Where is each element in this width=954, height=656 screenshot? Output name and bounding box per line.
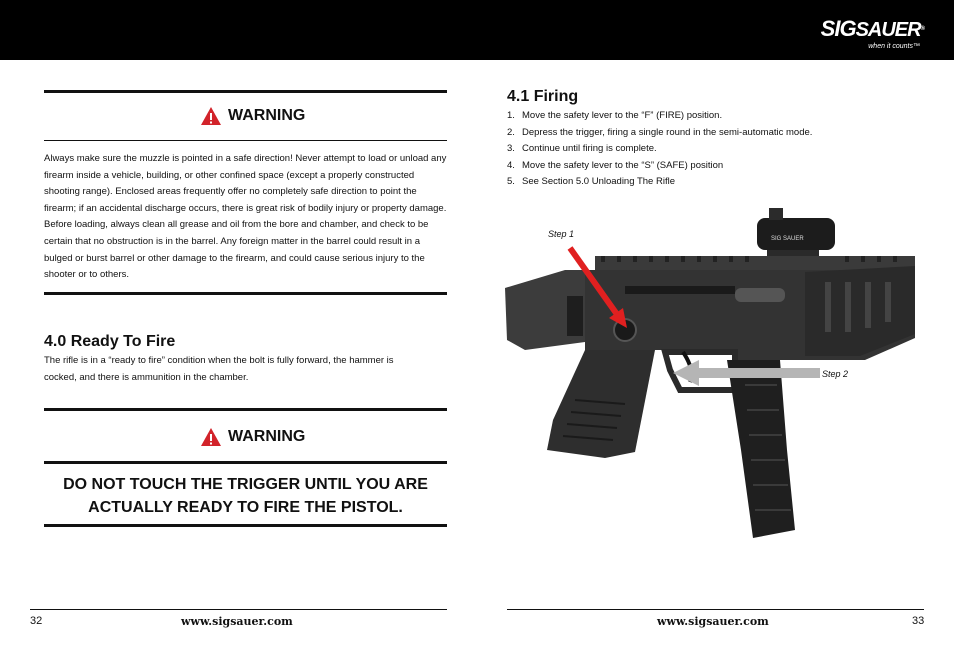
- list-item: [507, 125, 812, 142]
- optic-label: SIG SAUER: [771, 236, 804, 242]
- stock-hinge: [567, 296, 583, 336]
- logo-sig: SIG: [820, 16, 856, 41]
- divider: [44, 140, 447, 141]
- red-dot-sight: [757, 218, 835, 250]
- trigger-warning: [44, 473, 447, 519]
- charging-handle: [735, 288, 785, 302]
- warning-label: WARNING: [228, 107, 306, 124]
- step2-arrow-shaft: [695, 368, 820, 378]
- step-number: 5.: [507, 176, 515, 188]
- firing-steps: [507, 108, 812, 191]
- header-bar: [0, 0, 954, 60]
- warning-heading: [200, 427, 305, 447]
- divider: [44, 524, 447, 527]
- list-item: [507, 108, 812, 125]
- top-rail: [595, 256, 915, 270]
- footer-rule: [507, 609, 924, 610]
- step-text: Continue until firing is complete.: [522, 143, 657, 155]
- divider: [44, 461, 447, 464]
- warning-icon: [200, 106, 222, 126]
- warning-label: WARNING: [228, 428, 306, 445]
- list-item: [507, 158, 812, 175]
- rifle-illustration: [505, 200, 920, 545]
- section-title-firing: 4.1 Firing: [507, 88, 579, 105]
- charging-slot: [625, 286, 735, 294]
- trigger-warning-line: ACTUALLY READY TO FIRE THE PISTOL.: [88, 499, 403, 516]
- optic-turret: [769, 208, 783, 220]
- warning-heading: [200, 106, 305, 126]
- divider: [44, 90, 447, 93]
- step-text: Depress the trigger, firing a single round in the semi-automatic mode.: [522, 126, 813, 138]
- list-item: [507, 141, 812, 158]
- ready-text: The rifle is in a “ready to fire” condition when the bolt is fully forward, the hammer is cocked, and there is ammunition in the chamber.: [44, 355, 394, 383]
- warning-icon: [200, 427, 222, 447]
- step-text: Move the safety lever to the “S” (SAFE) position: [522, 159, 724, 171]
- step1-label: Step 1: [548, 229, 575, 239]
- divider: [44, 292, 447, 295]
- logo-sauer: SAUER: [855, 19, 921, 41]
- logo-wordmark: [821, 18, 924, 41]
- step-number: 2.: [507, 126, 515, 138]
- footer-rule: [30, 609, 447, 610]
- sig-sauer-logo: [820, 16, 924, 54]
- logo-reg: ®: [920, 26, 924, 32]
- step-number: 1.: [507, 110, 515, 121]
- list-item: [507, 174, 812, 191]
- step-number: 4.: [507, 159, 515, 171]
- magazine: [727, 360, 795, 538]
- step-number: 3.: [507, 143, 515, 155]
- page-number: 33: [912, 615, 925, 627]
- step-text: Move the safety lever to the “F” (FIRE) position.: [522, 110, 723, 121]
- logo-tagline: when it counts™: [868, 43, 920, 50]
- footer-url: www.sigsauer.com: [181, 615, 293, 628]
- section-title-ready: 4.0 Ready To Fire: [44, 333, 176, 350]
- footer-url: www.sigsauer.com: [657, 615, 769, 628]
- trigger-warning-line: DO NOT TOUCH THE TRIGGER UNTIL YOU ARE: [63, 476, 428, 493]
- step2-label: Step 2: [822, 369, 849, 379]
- divider: [44, 408, 447, 411]
- step-text: See Section 5.0 Unloading The Rifle: [522, 176, 675, 188]
- page-number: 32: [30, 615, 43, 627]
- warning-text: Always make sure the muzzle is pointed in a safe direction! Never attempt to load or unload any firearm inside a vehicle, building, or other confined space (except a properly constructed shooting range). Enclosed areas frequently offer no completely safe direction to point the firearm; if an accidental discharge occurs, there is great risk of bodily injury or property damage. Before loading, always clean all grease and oil from the bore and chamber, and check to be certain that no obstruction is in the barrel. Any foreign matter in the barrel could result in a bulged or burst barrel or other damage to the firearm, and could cause serious injury to the shooter or to others.: [44, 153, 447, 281]
- pistol-grip: [547, 350, 655, 458]
